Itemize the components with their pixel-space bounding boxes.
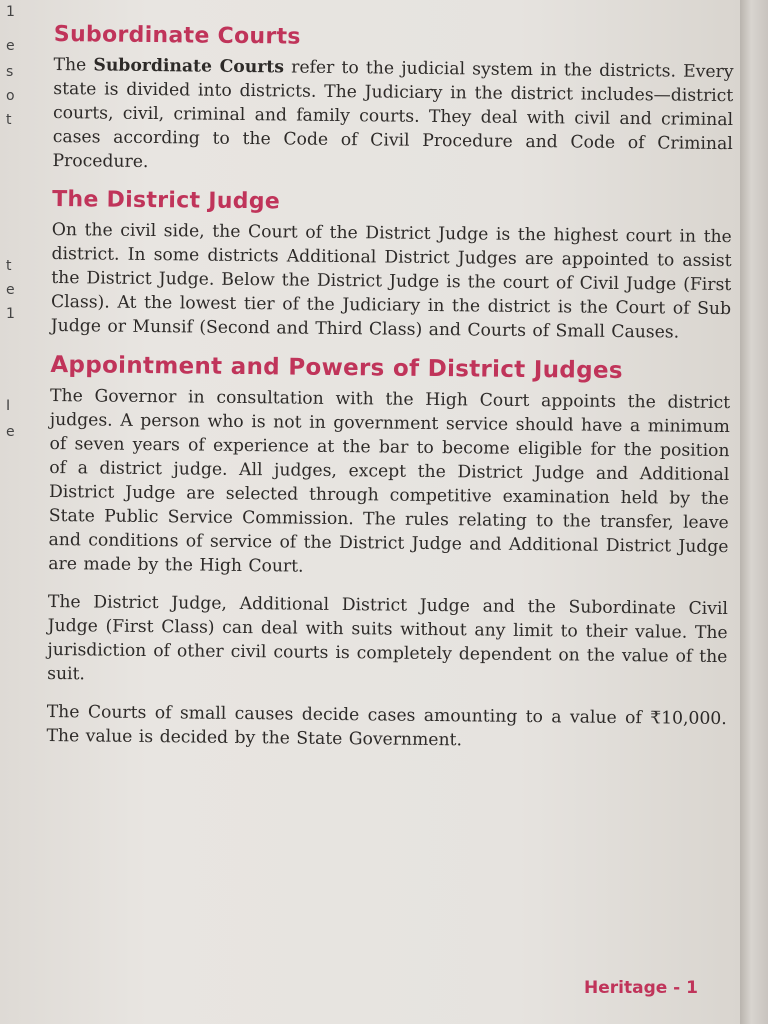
- page-edge-shadow: [740, 0, 768, 1024]
- margin-char: I: [6, 398, 11, 414]
- section-heading: Appointment and Powers of District Judges: [50, 351, 623, 384]
- section-heading: The District Judge: [52, 186, 281, 215]
- section-paragraph: On the civil side, the Court of the District Judge is the highest court in the district. In some districts Additional District Judges are appointed to assist the District Judge. Below the District Judge is the court of Civil Judge (First Class). At the lowest tier of the Judiciary in the district is the Court of Sub Judge or Munsif (Second and Third Class) and Courts of Small Causes.: [50, 219, 732, 343]
- section-paragraph: The District Judge, Additional District Judge and the Subordinate Civil Judge (First Class) can deal with suits without any limit to their value. The jurisdiction of other civil courts is completely dependent on the value of the suit.: [47, 591, 728, 685]
- section-paragraph: The Courts of small causes decide cases amounting to a value of ₹10,000. The value is decided by the State Government.: [46, 701, 727, 751]
- section-appointment-powers: [46, 352, 730, 755]
- margin-char: e: [6, 38, 15, 54]
- left-margin-cutoff-text: [0, 0, 20, 1024]
- section-district-judge: [51, 187, 733, 345]
- margin-char: e: [6, 282, 15, 298]
- margin-char: 1: [6, 4, 15, 20]
- paragraph-rest: refer to the judicial system in the districts. Every state is divided into districts. The Judiciary in the district includes—district courts, civil, criminal and family courts. They deal with civil and criminal cases according to the Code of Civil Procedure and Code of Criminal Procedure.: [52, 57, 734, 172]
- margin-char: t: [6, 258, 12, 274]
- margin-char: e: [6, 424, 15, 440]
- section-heading: Subordinate Courts: [53, 22, 301, 50]
- margin-char: 1: [6, 306, 15, 322]
- margin-char: t: [6, 112, 12, 128]
- page-content: [46, 22, 734, 769]
- section-subordinate-courts: [52, 22, 734, 180]
- page-footer: Heritage - 1: [584, 978, 698, 998]
- section-paragraph: [52, 53, 733, 180]
- paragraph-lead: The: [53, 54, 94, 76]
- margin-char: o: [6, 88, 15, 104]
- margin-char: s: [6, 64, 14, 80]
- bold-term: Subordinate Courts: [93, 55, 285, 78]
- section-paragraph: The Governor in consultation with the High Court appoints the district judges. A person who is not in government service should have a minimum of seven years of experience at the bar to become eligible for the position of a district judge. All judges, except the District Judge and Additional District Judge are selected through competitive examination held by the State Public Service Commission. The rules relating to the transfer, leave and conditions of service of the District Judge and Additional District Judge are made by the High Court.: [48, 385, 731, 577]
